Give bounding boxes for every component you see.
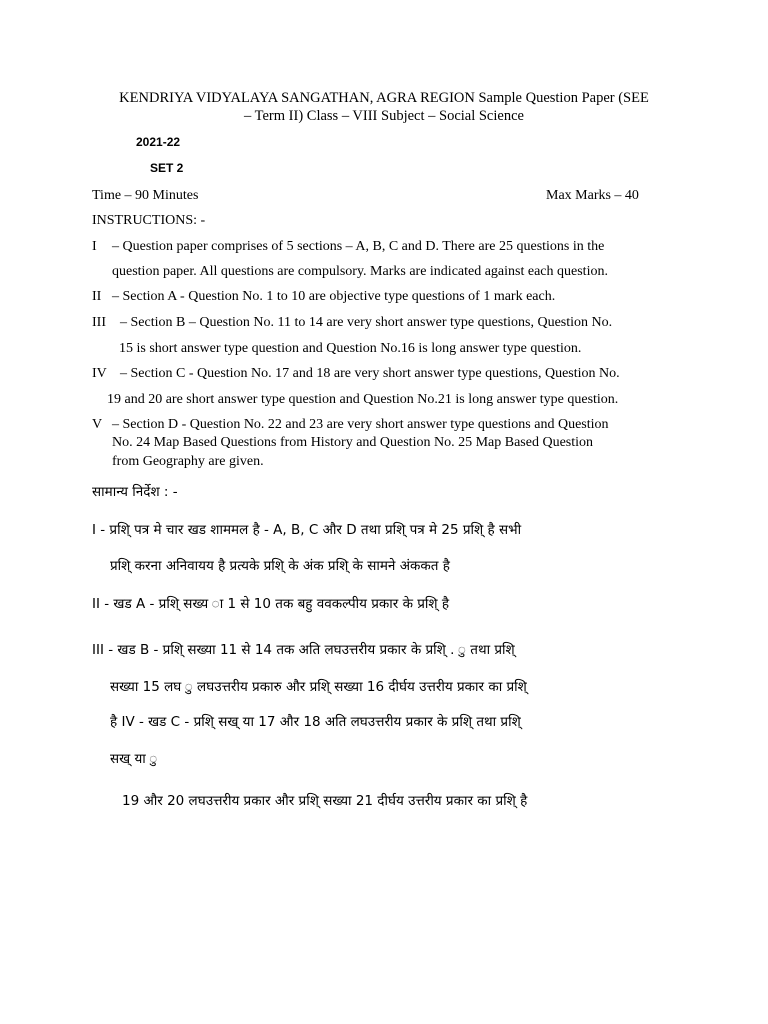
instruction-text: – Section D - Question No. 22 and 23 are very short answer type questions and Question <box>112 417 609 432</box>
instruction-text: 19 and 20 are short answer type question and Question No.21 is long answer type question. <box>107 392 619 407</box>
hindi-instruction-line: प्रशि् करना अनिवायय है प्रत्यके प्रशि् के अंक प्रशि् के सामने अंककत है <box>110 558 450 574</box>
instruction-text: – Section B – Question No. 11 to 14 are very short answer type questions, Question No. <box>120 315 613 330</box>
hindi-instruction-line: I - प्रशि् पत्र मे चार खड शाममल है - A, B, C और D तथा प्रशि् पत्र मे 25 प्रशि् है सभी <box>92 522 522 538</box>
instruction-label: V <box>92 417 103 432</box>
hindi-instruction-line: है IV - खड C - प्रशि् सख् या 17 और 18 अति लघउत्तरीय प्रकार के प्रशि् तथा प्रशि् <box>110 714 521 730</box>
instruction-text: 15 is short answer type question and Question No.16 is long answer type question. <box>119 341 582 356</box>
hindi-instructions-heading: सामान्य निर्देश : - <box>92 484 178 500</box>
instruction-text: – Question paper comprises of 5 sections – A, B, C and D. There are 25 questions in the <box>112 239 605 254</box>
hindi-instruction-line: सख्या 15 लघ ु लघउत्तरीय प्रकारु और प्रशि् सख्या 16 दीर्घय उत्तरीय प्रकार का प्रशि् <box>110 679 527 695</box>
instruction-text: No. 24 Map Based Questions from History and Question No. 25 Map Based Question <box>112 435 594 450</box>
instruction-text: question paper. All questions are compulsory. Marks are indicated against each question. <box>112 264 608 279</box>
hindi-instruction-line: III - खड B - प्रशि् सख्या 11 से 14 तक अति लघउत्तरीय प्रकार के प्रशि् . ु तथा प्रशि् <box>92 642 515 658</box>
instruction-label: II <box>92 289 102 304</box>
set-number: SET 2 <box>150 161 184 175</box>
instruction-text: from Geography are given. <box>112 454 264 469</box>
paper-title-line-2: – Term II) Class – VIII Subject – Social Science <box>244 108 524 124</box>
instructions-title: INSTRUCTIONS: - <box>92 213 206 228</box>
instruction-label: I <box>92 239 97 254</box>
time-allowed: Time – 90 Minutes <box>92 188 199 203</box>
instruction-text: – Section C - Question No. 17 and 18 are very short answer type questions, Question No. <box>120 366 620 381</box>
hindi-instruction-line: सख् या ु <box>110 751 158 767</box>
max-marks: Max Marks – 40 <box>546 188 639 203</box>
hindi-instruction-line: 19 और 20 लघउत्तरीय प्रकार और प्रशि् सख्या 21 दीर्घय उत्तरीय प्रकार का प्रशि् है <box>122 793 528 809</box>
instruction-label: III <box>92 315 106 330</box>
instruction-text: – Section A - Question No. 1 to 10 are objective type questions of 1 mark each. <box>112 289 556 304</box>
academic-year: 2021-22 <box>136 135 181 149</box>
instruction-label: IV <box>92 366 107 381</box>
hindi-instruction-line: II - खड A - प्रशि् सख्य ा 1 से 10 तक बहु ववकल्पीय प्रकार के प्रशि् है <box>92 596 450 612</box>
paper-title-line-1: KENDRIYA VIDYALAYA SANGATHAN, AGRA REGION Sample Question Paper (SEE <box>119 90 649 106</box>
